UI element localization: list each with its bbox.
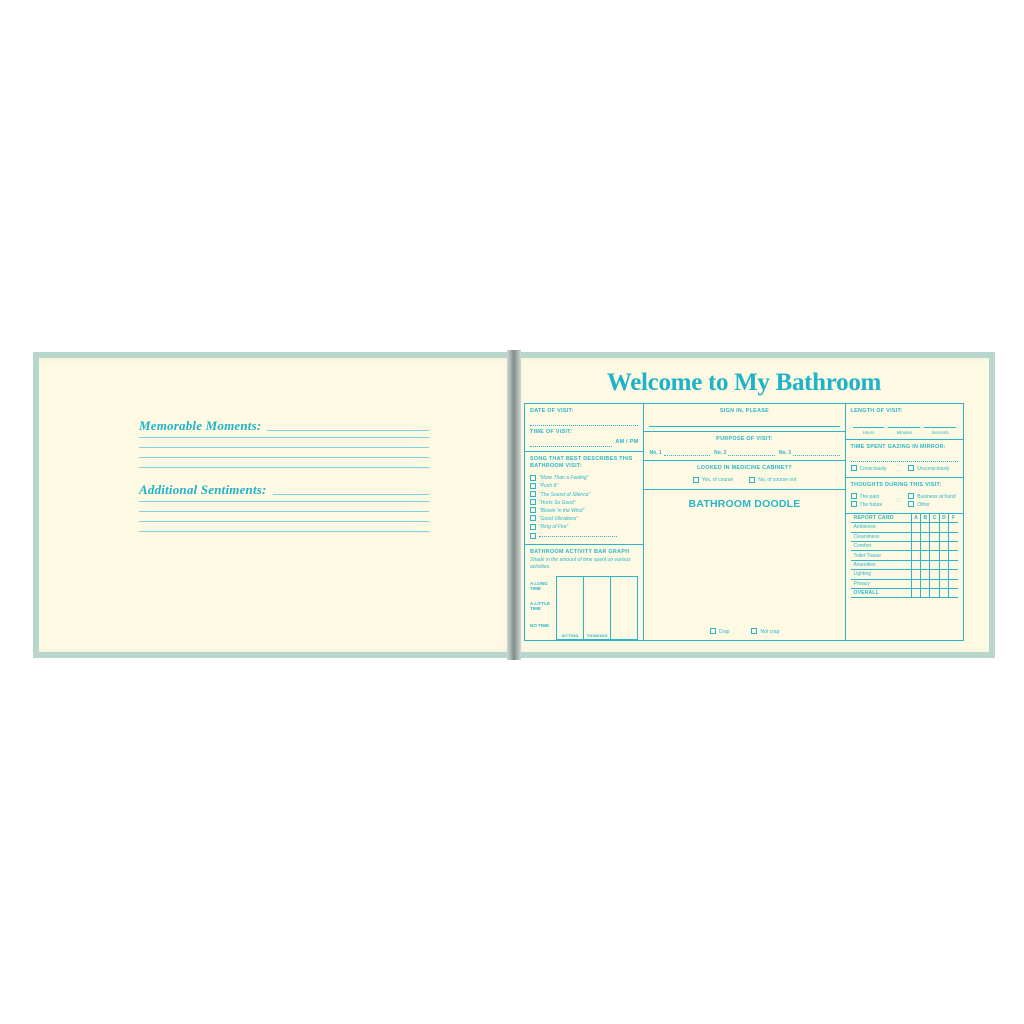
y-axis-label: A LITTLE TIME bbox=[530, 600, 550, 611]
grade-cell[interactable] bbox=[930, 532, 939, 541]
purpose-input[interactable] bbox=[664, 449, 710, 456]
report-card-section bbox=[846, 514, 963, 599]
purpose-section bbox=[644, 432, 844, 461]
table-row[interactable] bbox=[851, 541, 958, 550]
mirror-option[interactable] bbox=[851, 465, 901, 473]
grade-cell[interactable] bbox=[921, 532, 930, 541]
medicine-cabinet-option[interactable] bbox=[693, 476, 734, 484]
song-option[interactable] bbox=[530, 515, 638, 523]
mirror-options bbox=[851, 465, 958, 473]
checkbox-icon[interactable] bbox=[693, 477, 699, 483]
additional-sentiments-heading-row bbox=[139, 482, 429, 498]
purpose-inputs bbox=[649, 449, 839, 456]
option-label: Business at hand bbox=[917, 493, 956, 500]
grade-cell[interactable] bbox=[949, 551, 958, 560]
grade-cell[interactable] bbox=[930, 541, 939, 550]
checkbox-icon[interactable] bbox=[851, 501, 857, 507]
time-of-visit-label: TIME OF VISIT: bbox=[530, 428, 573, 435]
heading-rule bbox=[267, 430, 429, 431]
report-row-label: Ambience bbox=[851, 523, 912, 532]
grade-cell[interactable] bbox=[939, 579, 948, 588]
song-label: SONG THAT BEST DESCRIBES THIS BATHROOM VISIT: bbox=[530, 455, 633, 470]
thoughts-option[interactable] bbox=[851, 493, 901, 501]
song-option-label: “The Sound of Silence” bbox=[539, 491, 591, 498]
length-unit-label: Seconds bbox=[931, 429, 949, 435]
song-option-other[interactable] bbox=[530, 531, 638, 540]
grade-cell[interactable] bbox=[939, 523, 948, 532]
medicine-cabinet-section bbox=[644, 461, 844, 490]
checkbox-icon[interactable] bbox=[530, 524, 536, 530]
bathroom-doodle-title: BATHROOM DOODLE bbox=[688, 497, 801, 510]
purpose-input[interactable] bbox=[728, 449, 774, 456]
purpose-item[interactable] bbox=[779, 449, 840, 456]
grade-cell[interactable] bbox=[921, 560, 930, 569]
medicine-cabinet-label: LOOKED IN MEDICINE CABINET? bbox=[697, 464, 792, 471]
song-option[interactable] bbox=[530, 491, 638, 499]
option-label: No, of course not bbox=[758, 477, 797, 484]
grade-cell[interactable] bbox=[949, 532, 958, 541]
book-spine bbox=[507, 350, 521, 660]
option-label: Crap bbox=[718, 628, 730, 635]
length-of-visit-label: LENGTH OF VISIT: bbox=[850, 408, 903, 414]
left-page-content bbox=[139, 418, 429, 541]
grade-cell[interactable] bbox=[949, 570, 958, 579]
checkbox-icon[interactable] bbox=[908, 465, 914, 471]
sign-in-label: SIGN IN, PLEASE bbox=[719, 408, 770, 414]
grade-header: D bbox=[939, 514, 948, 523]
thoughts-options bbox=[851, 493, 958, 509]
grade-cell[interactable] bbox=[930, 560, 939, 569]
bar-graph-y-axis bbox=[530, 576, 556, 640]
grade-cell[interactable] bbox=[930, 570, 939, 579]
form-column-left bbox=[525, 404, 644, 640]
open-book bbox=[33, 352, 995, 658]
length-unit[interactable] bbox=[922, 420, 958, 435]
checkbox-icon[interactable] bbox=[851, 465, 857, 471]
doodle-section bbox=[644, 490, 844, 643]
song-section bbox=[525, 452, 643, 545]
doodle-drawing-area[interactable] bbox=[649, 510, 839, 628]
y-axis-label: NO TIME bbox=[530, 623, 550, 629]
table-row[interactable] bbox=[851, 579, 958, 588]
song-option-label: “Ring of Fire” bbox=[539, 523, 569, 530]
report-row-label: Cleanliness bbox=[851, 532, 912, 541]
sign-in-section bbox=[644, 404, 844, 432]
mirror-option[interactable] bbox=[908, 465, 958, 473]
report-row-label: Comfort bbox=[851, 541, 912, 550]
grade-cell[interactable] bbox=[949, 560, 958, 569]
report-card-table[interactable] bbox=[851, 514, 958, 599]
bar-graph-column[interactable] bbox=[557, 577, 584, 639]
mirror-input[interactable] bbox=[851, 454, 958, 462]
visitor-form bbox=[524, 403, 964, 641]
checkbox-icon[interactable] bbox=[530, 475, 536, 481]
option-label: Not crap bbox=[760, 628, 780, 635]
checkbox-icon[interactable] bbox=[851, 493, 857, 499]
grade-cell[interactable] bbox=[939, 570, 948, 579]
song-options-list bbox=[530, 474, 638, 540]
checkbox-icon[interactable] bbox=[530, 499, 536, 505]
grade-cell[interactable] bbox=[921, 579, 930, 588]
checkbox-icon[interactable] bbox=[710, 628, 716, 634]
right-page bbox=[514, 352, 995, 658]
checkbox-icon[interactable] bbox=[908, 501, 914, 507]
memorable-moments-heading-row bbox=[139, 418, 429, 434]
mirror-section bbox=[846, 440, 963, 478]
grade-cell[interactable] bbox=[949, 579, 958, 588]
purpose-item[interactable] bbox=[649, 449, 710, 456]
checkbox-icon[interactable] bbox=[530, 515, 536, 521]
grade-cell[interactable] bbox=[921, 570, 930, 579]
table-row[interactable] bbox=[851, 532, 958, 541]
date-of-visit-input[interactable] bbox=[530, 418, 638, 426]
grade-cell[interactable] bbox=[939, 588, 948, 597]
bar-graph-title: BATHROOM ACTIVITY BAR GRAPH bbox=[530, 549, 630, 556]
write-line[interactable] bbox=[139, 511, 429, 512]
checkbox-icon[interactable] bbox=[908, 493, 914, 499]
memorable-moments-heading: Memorable Moments: bbox=[139, 418, 262, 433]
crap-rating-options bbox=[649, 628, 839, 639]
grade-cell[interactable] bbox=[911, 560, 920, 569]
report-row-label: Privacy bbox=[851, 579, 912, 588]
grade-cell[interactable] bbox=[921, 551, 930, 560]
write-line[interactable] bbox=[139, 447, 429, 448]
song-option-label: “Push It” bbox=[539, 483, 558, 490]
crap-option[interactable] bbox=[710, 628, 730, 636]
purpose-number: No. 3 bbox=[778, 449, 792, 456]
grade-cell[interactable] bbox=[949, 588, 958, 597]
medicine-cabinet-option[interactable] bbox=[749, 476, 796, 484]
grade-cell[interactable] bbox=[930, 523, 939, 532]
write-line[interactable] bbox=[139, 531, 429, 532]
checkbox-icon[interactable] bbox=[751, 628, 757, 634]
grade-cell[interactable] bbox=[939, 551, 948, 560]
write-line[interactable] bbox=[139, 457, 429, 458]
form-column-middle bbox=[644, 404, 845, 640]
length-input[interactable] bbox=[924, 420, 956, 428]
grade-cell[interactable] bbox=[911, 588, 920, 597]
y-axis-label: A LONG TIME bbox=[530, 580, 548, 591]
checkbox-icon[interactable] bbox=[749, 477, 755, 483]
grade-cell[interactable] bbox=[921, 523, 930, 532]
table-header-row bbox=[851, 514, 958, 523]
table-row[interactable] bbox=[851, 560, 958, 569]
option-label: Other bbox=[917, 501, 930, 508]
grade-cell[interactable] bbox=[930, 579, 939, 588]
table-row[interactable] bbox=[851, 551, 958, 560]
right-page-content bbox=[524, 370, 964, 645]
page-title: Welcome to My Bathroom bbox=[606, 369, 882, 396]
additional-sentiments-lines[interactable] bbox=[139, 501, 429, 532]
date-of-visit-label: DATE OF VISIT: bbox=[530, 408, 574, 414]
option-label: The past bbox=[859, 493, 879, 500]
song-option[interactable] bbox=[530, 482, 638, 490]
not-crap-option[interactable] bbox=[751, 628, 779, 636]
length-input[interactable] bbox=[853, 420, 885, 428]
table-row-overall[interactable] bbox=[851, 588, 958, 597]
grade-cell[interactable] bbox=[949, 523, 958, 532]
song-option-label: “Blowin’ in the Wind” bbox=[539, 507, 585, 514]
song-option[interactable] bbox=[530, 474, 638, 482]
checkbox-icon[interactable] bbox=[530, 533, 536, 539]
length-unit-label: Hours bbox=[862, 429, 875, 435]
x-axis-label: SITTING bbox=[561, 632, 579, 638]
bar-graph-column[interactable] bbox=[584, 577, 611, 639]
table-row[interactable] bbox=[851, 523, 958, 532]
sign-in-input[interactable] bbox=[649, 418, 839, 427]
grade-header: F bbox=[949, 514, 958, 523]
x-axis-label: THINKING bbox=[586, 632, 608, 638]
checkbox-icon[interactable] bbox=[530, 483, 536, 489]
grade-cell[interactable] bbox=[939, 541, 948, 550]
grade-header: C bbox=[930, 514, 939, 523]
song-option[interactable] bbox=[530, 523, 638, 531]
bar-graph-column[interactable] bbox=[611, 577, 637, 639]
visit-datetime-section bbox=[525, 404, 643, 452]
form-column-right bbox=[846, 404, 963, 640]
write-line[interactable] bbox=[139, 467, 429, 468]
report-row-label: Toilet Tissue bbox=[851, 551, 912, 560]
song-option[interactable] bbox=[530, 499, 638, 507]
write-line[interactable] bbox=[139, 437, 429, 438]
length-of-visit-inputs bbox=[851, 420, 958, 435]
heading-rule bbox=[273, 494, 429, 495]
grade-header: A bbox=[911, 514, 920, 523]
purpose-input[interactable] bbox=[793, 449, 839, 456]
purpose-number: No. 2 bbox=[714, 449, 727, 456]
song-option[interactable] bbox=[530, 507, 638, 515]
length-unit[interactable] bbox=[851, 420, 887, 435]
am-pm-label: AM / PM bbox=[615, 438, 639, 445]
grade-cell[interactable] bbox=[939, 532, 948, 541]
write-line[interactable] bbox=[139, 521, 429, 522]
length-input[interactable] bbox=[888, 420, 920, 428]
grade-cell[interactable] bbox=[921, 588, 930, 597]
purpose-label: PURPOSE OF VISIT: bbox=[716, 435, 773, 442]
length-unit[interactable] bbox=[886, 420, 922, 435]
thoughts-options-col-2 bbox=[908, 493, 958, 509]
option-label: Yes, of course bbox=[701, 477, 734, 484]
grade-header: B bbox=[921, 514, 930, 523]
medicine-cabinet-options bbox=[649, 476, 839, 484]
option-label: The future bbox=[859, 501, 883, 508]
thoughts-option[interactable] bbox=[908, 501, 958, 509]
grade-cell[interactable] bbox=[930, 551, 939, 560]
checkbox-icon[interactable] bbox=[530, 491, 536, 497]
grade-cell[interactable] bbox=[949, 541, 958, 550]
additional-sentiments-heading: Additional Sentiments: bbox=[139, 482, 267, 497]
song-option-other-input[interactable] bbox=[539, 531, 617, 537]
grade-cell[interactable] bbox=[911, 523, 920, 532]
song-option-label: “Good Vibrations” bbox=[539, 515, 579, 522]
grade-cell[interactable] bbox=[911, 570, 920, 579]
grade-cell[interactable] bbox=[921, 541, 930, 550]
time-of-visit-input[interactable] bbox=[530, 439, 612, 447]
grade-cell[interactable] bbox=[911, 532, 920, 541]
song-option-label: “More Than a Feeling” bbox=[539, 475, 589, 482]
memorable-moments-lines[interactable] bbox=[139, 437, 429, 468]
option-label: Consciously bbox=[859, 465, 887, 472]
grade-cell[interactable] bbox=[911, 541, 920, 550]
grade-cell[interactable] bbox=[911, 579, 920, 588]
option-label: Unconsciously bbox=[917, 465, 950, 472]
grade-cell[interactable] bbox=[930, 588, 939, 597]
overall-row-label: OVERALL bbox=[851, 588, 912, 597]
left-page bbox=[33, 352, 514, 658]
purpose-item[interactable] bbox=[714, 449, 775, 456]
thoughts-section bbox=[846, 478, 963, 514]
thoughts-option[interactable] bbox=[851, 501, 901, 509]
mirror-label: TIME SPENT GAZING IN MIRROR: bbox=[850, 443, 946, 450]
length-unit-label: Minutes bbox=[896, 429, 912, 435]
song-option-label: “Hurts So Good” bbox=[539, 499, 576, 506]
write-line[interactable] bbox=[139, 501, 429, 502]
bar-graph-instruction: Shade in the amount of time spent on various activities. bbox=[530, 556, 631, 571]
thoughts-option[interactable] bbox=[908, 493, 958, 501]
report-card-label: REPORT CARD bbox=[851, 514, 912, 523]
grade-cell[interactable] bbox=[911, 551, 920, 560]
checkbox-icon[interactable] bbox=[530, 507, 536, 513]
length-of-visit-section bbox=[846, 404, 963, 440]
bar-graph[interactable] bbox=[530, 576, 638, 640]
grade-cell[interactable] bbox=[939, 560, 948, 569]
purpose-number: No. 1 bbox=[649, 449, 662, 456]
bar-graph-plot[interactable] bbox=[556, 576, 638, 640]
table-row[interactable] bbox=[851, 570, 958, 579]
report-row-label: Amenities bbox=[851, 560, 912, 569]
thoughts-options-col-1 bbox=[851, 493, 901, 509]
report-row-label: Lighting bbox=[851, 570, 912, 579]
thoughts-label: THOUGHTS DURING THIS VISIT: bbox=[850, 481, 942, 488]
activity-graph-section bbox=[525, 545, 643, 644]
